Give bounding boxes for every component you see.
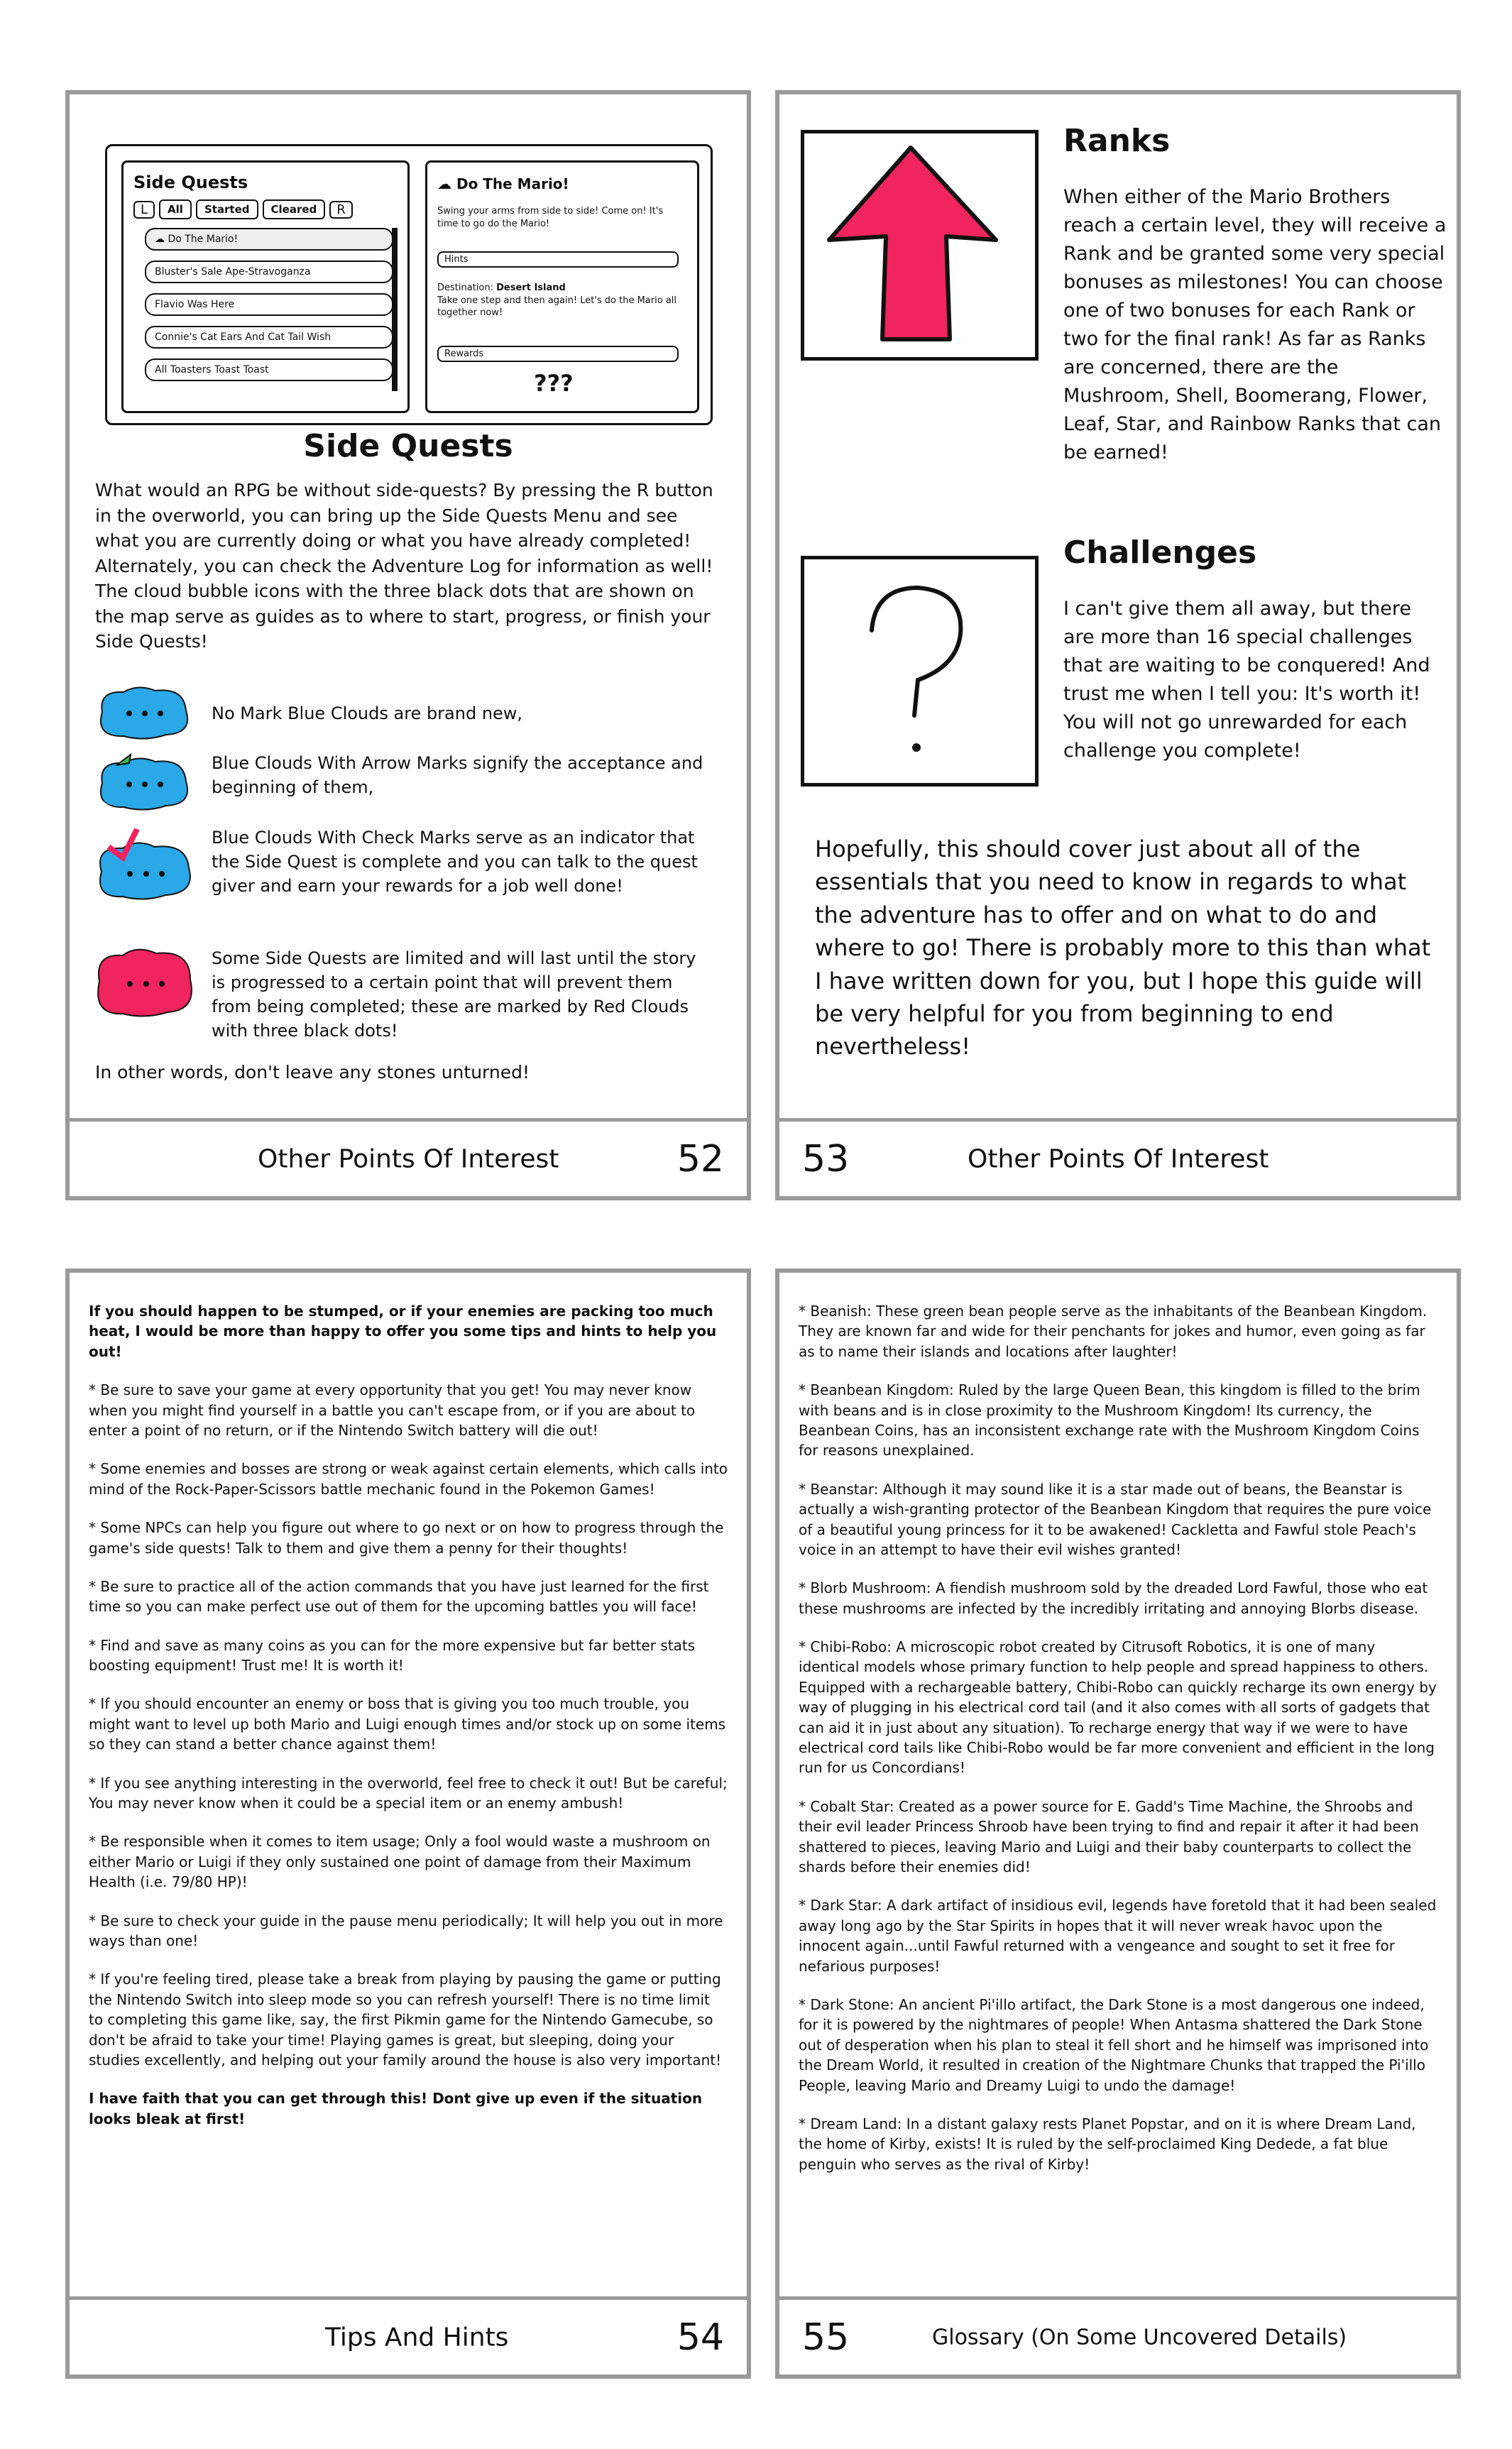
cloud-desc-check: Blue Clouds With Check Marks serve as an indicator that the Side Quest is complete and you can talk to the quest giver and earn your rewards for a job well done!	[212, 828, 698, 897]
glossary-entry: * Dream Land: In a distant galaxy rests Planet Popstar, and on it is where Dream Land, the home of Kirby, exists! It is ruled by the self-proclaimed King Dedede, a fat blue penguin who serves as the rival of Kirby!	[799, 2115, 1416, 2173]
glossary-body	[799, 1301, 1437, 2193]
page-footer	[70, 2296, 747, 2374]
cloud-desc-new: No Mark Blue Clouds are brand new,	[212, 703, 523, 723]
glossary-entry: * Blorb Mushroom: A fiendish mushroom sold by the dreaded Lord Fawful, those who eat these mushrooms are infected by the incredibly irritating and annoying Blorbs disease.	[799, 1579, 1428, 1617]
footer-title: Other Points Of Interest	[968, 1144, 1269, 1173]
page-number: 53	[802, 1137, 850, 1180]
tip-item: * If you see anything interesting in the overworld, feel free to check it out! But be careful; You may never know when it could be a special item or an enemy ambush!	[89, 1774, 728, 1812]
l-button: L	[133, 201, 155, 219]
outro-line: In other words, don't leave any stones unturned!	[95, 1062, 530, 1083]
page-heading: Side Quests	[303, 428, 513, 464]
challenges-heading: Challenges	[1063, 535, 1257, 571]
tip-item: * If you're feeling tired, please take a break from playing by pausing the game or putting the Nintendo Switch into sleep mode so you can refresh yourself! There is no time limit to completing this game like, say, the first Pikmin game for the Nintendo Gamecube, so don't be afraid to take your time! Playing games is great, but sleeping, doing your studies excellently, and helping out your family around the house is also very important!	[89, 1971, 722, 2069]
tips-closing: I have faith that you can get through this! Dont give up even if the situation looks bleak at first!	[89, 2090, 703, 2127]
footer-title: Tips And Hints	[325, 2323, 509, 2352]
tab-cleared: Cleared	[263, 199, 326, 219]
quest-list	[145, 228, 393, 391]
glossary-entry: * Dark Star: A dark artifact of insidious evil, legends have foretold that it had been sealed away long ago by the Star Spirits in hopes that it will never wreak havoc upon the innocent again...until Fawful returned with a vengeance and sought to set it free for nefarious purposes!	[799, 1897, 1437, 1975]
page-52	[65, 90, 751, 1200]
challenges-paragraph: I can't give them all away, but there are more than 16 special challenges that are waiting to be conquered! And trust me when I tell you: It's worth it! You will not go unrewarded for each challenge you complete!	[1063, 598, 1430, 762]
page-footer	[779, 2296, 1457, 2374]
quest-detail-panel	[425, 160, 699, 413]
glossary-entry: * Beanstar: Although it may sound like it is a star made out of beans, the Beanstar is actually a wish-granting protector of the Beanbean Kingdom that requires the pure voice of a beautiful young princess for it to be awakened! Cackletta and Fawful stole Peach's voice in an attempt to have their evil wishes granted!	[799, 1480, 1432, 1558]
glossary-entry: * Dark Stone: An ancient Pi'illo artifact, the Dark Stone is a most dangerous one indeed, for it is powered by the nightmares of people! When Antasma shattered the Dark Stone out of desperation when his plan to steal it fell short and he himself was imprisoned into the Dream World, it resulted in creation of the Nightmare Chunks that trapped the Pi'illo People, leaving Mario and Dreamy Luigi to undo the damage!	[799, 1995, 1429, 2094]
glossary-entry: * Beanbean Kingdom: Ruled by the large Queen Bean, this kingdom is filled to the brim with beans and is in close proximity to the Mushroom Kingdom! Its currency, the Beanbean Coins, has an inconsistent exchange rate with the Mushroom Kingdom Coins for reasons unexplained.	[799, 1381, 1420, 1459]
tips-body	[89, 1301, 728, 2147]
intro-paragraph: What would an RPG be without side-quests? By pressing the R button in the overworld, you can bring up the Side Quests Menu and see what you are currently doing or what you have already completed! Alternately, you can check the Adventure Log for information as well! The cloud bubble icons with the three black dots that are shown on the map serve as guides as to where to start, progress, or finish your Side Quests!	[95, 480, 713, 652]
tip-item: * Some enemies and bosses are strong or weak against certain elements, which calls into mind of the Rock-Paper-Scissors battle mechanic found in the Pokemon Games!	[89, 1460, 728, 1498]
tip-item: * Be responsible when it comes to item usage; Only a fool would waste a mushroom on either Mario or Luigi if they only sustained one point of damage from their Maximum Health (i.e. 79/80 HP)!	[89, 1833, 711, 1891]
tab-started: Started	[196, 199, 258, 219]
r-button: R	[329, 201, 353, 219]
question-mark-image	[801, 556, 1039, 787]
side-quests-menu-illustration	[105, 144, 713, 425]
list-item: ☁ Do The Mario!	[145, 228, 393, 251]
ranks-heading: Ranks	[1063, 123, 1171, 159]
tip-item: * Be sure to practice all of the action commands that you have just learned for the first time so you can make perfect use out of them for the upcoming battles you will face!	[89, 1577, 709, 1616]
page-number: 52	[676, 1137, 724, 1180]
tip-item: * Find and save as many coins as you can for the more expensive but far better stats boosting equipment! Trust me! It is worth it!	[89, 1636, 696, 1675]
detail-title: ☁ Do The Mario!	[437, 175, 569, 192]
rewards-value: ???	[534, 370, 574, 397]
menu-tabs	[133, 199, 353, 219]
footer-title: Glossary (On Some Uncovered Details)	[932, 2325, 1347, 2350]
tip-item: * Be sure to save your game at every opportunity that you get! You may never know when you might find yourself in a battle you can't escape from, or if you are about to enter a point of no return, or if the Nintendo Switch battery will die out!	[89, 1381, 696, 1439]
glossary-entry: * Beanish: These green bean people serve as the inhabitants of the Beanbean Kingdom. They are known far and wide for their penchants for jokes and humor, even going as far as to name their islands and locations after laughter!	[799, 1303, 1428, 1360]
page-55	[775, 1269, 1461, 2379]
tips-intro: If you should happen to be stumped, or if your enemies are packing too much heat, I would be more than happy to offer you some tips and hints to help you out!	[89, 1303, 717, 1360]
detail-text: Swing your arms from side to side! Come on! It's time to go do the Mario!	[437, 206, 664, 229]
blue-cloud-check-icon	[91, 818, 197, 904]
page-footer	[70, 1118, 747, 1196]
scrollbar	[392, 228, 398, 391]
rank-up-arrow-image	[801, 130, 1039, 361]
tip-item: * If you should encounter an enemy or boss that is giving you too much trouble, you might want to level up both Mario and Luigi enough times and/or stock up on some items so they can stand a better chance against them!	[89, 1695, 726, 1753]
list-item: Connie's Cat Ears And Cat Tail Wish	[145, 326, 393, 349]
blue-cloud-icon	[95, 684, 195, 740]
page-54	[65, 1269, 751, 2379]
list-item: Bluster's Sale Ape-Stravoganza	[145, 261, 393, 283]
tab-all: All	[159, 199, 192, 219]
page-number: 54	[676, 2316, 724, 2359]
cloud-desc-arrow: Blue Clouds With Arrow Marks signify the acceptance and beginning of them,	[212, 753, 703, 798]
side-quests-list-panel	[121, 160, 410, 413]
page-53	[775, 90, 1461, 1200]
red-cloud-icon	[91, 943, 197, 1021]
page-number: 55	[802, 2316, 850, 2359]
glossary-entry: * Chibi-Robo: A microscopic robot created by Citrusoft Robotics, it is one of many identical models whose primary function to help people and spread happiness to others. Equipped with a rechargeable battery, Chibi-Robo can quickly recharge its own energy by way of plugging in his electrical cord tail (and it also comes with all sorts of gadgets that can aid it in just about any situation). To recharge energy that way if we were to have electrical cord tails like Chibi-Robo would be far more convenient and efficient in the long run for us Concordians!	[799, 1638, 1437, 1777]
closing-paragraph: Hopefully, this should cover just about all of the essentials that you need to know in regards to what the adventure has to offer and on what to do and where to go! There is probably more to this than what I have written down for you, but I hope this guide will be very helpful for you from beginning to end nevertheless!	[815, 835, 1431, 1061]
tip-item: * Some NPCs can help you figure out where to go next or on how to progress through the game's side quests! Talk to them and give them a penny for their thoughts!	[89, 1519, 724, 1557]
list-item: All Toasters Toast Toast	[145, 358, 393, 381]
tip-item: * Be sure to check your guide in the pause menu periodically; It will help you out in more ways than one!	[89, 1912, 723, 1949]
page-footer	[779, 1118, 1457, 1196]
hints-bar: Hints	[437, 251, 679, 268]
menu-title: Side Quests	[133, 172, 248, 192]
glossary-entry: * Cobalt Star: Created as a power source for E. Gadd's Time Machine, the Shroobs and their evil leader Princess Shroob have been trying to find and repair it after it had been shattered to pieces, leaving Mario and Luigi and their baby counterparts to collect the shards before their enemies did!	[799, 1797, 1419, 1875]
rewards-bar: Rewards	[437, 346, 679, 362]
cloud-desc-red: Some Side Quests are limited and will last until the story is progressed to a certain point that will prevent them from being completed; these are marked by Red Clouds with three black dots!	[212, 948, 696, 1041]
destination: Destination: Desert Island Take one step and then again! Let's do the Mario all together now!	[437, 283, 677, 319]
blue-cloud-arrow-icon	[95, 747, 195, 811]
footer-title: Other Points Of Interest	[258, 1144, 559, 1173]
list-item: Flavio Was Here	[145, 293, 393, 316]
ranks-paragraph: When either of the Mario Brothers reach a certain level, they will receive a Rank and be granted some very special bonuses as milestones! You can choose one of two bonuses for each Rank or two for the final rank! As far as Ranks are concerned, there are the Mushroom, Shell, Boomerang, Flower, Leaf, Star, and Rainbow Ranks that can be earned!	[1063, 186, 1447, 464]
